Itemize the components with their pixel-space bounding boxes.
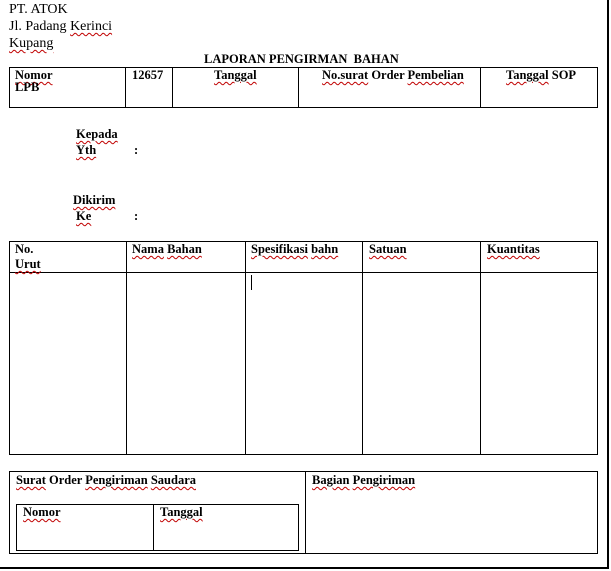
inner-box-right	[298, 504, 299, 551]
yth-label: Yth	[76, 143, 97, 157]
saudara-word: Saudara	[150, 473, 196, 487]
kepada-label: Kepada	[76, 127, 118, 141]
items-col-div1	[126, 241, 127, 455]
header-table-left	[9, 67, 10, 108]
items-col-right	[597, 241, 598, 455]
items-col-div2	[245, 241, 246, 455]
dikirim-label: Dikirim	[73, 193, 116, 207]
surat-order-label	[16, 473, 196, 488]
sop-sop-word: SOP	[548, 68, 577, 82]
inner-box-divider	[153, 504, 154, 551]
footer-divider	[305, 471, 306, 554]
yth-colon: :	[134, 143, 139, 157]
inner-box-bottom	[16, 550, 299, 551]
col-no-label: No.	[15, 242, 34, 256]
footer-right	[597, 471, 598, 554]
header-table-div1	[125, 67, 126, 108]
col-urut-label: Urut	[15, 257, 41, 271]
items-table-bottom	[9, 454, 598, 455]
sop-tanggal-word: Tanggal	[506, 68, 549, 82]
footer-nomor-label: Nomor	[23, 505, 61, 519]
pengiriman2-word: Pengiriman	[352, 473, 416, 487]
footer-tanggal-label: Tanggal	[160, 505, 203, 519]
header-table-right	[597, 67, 598, 108]
bagian-word: Bagian	[312, 473, 350, 487]
document-title: LAPORAN PENGIRMAN BAHAN	[204, 52, 399, 66]
items-header-separator	[9, 272, 598, 273]
surat-word: Surat	[16, 473, 46, 487]
header-table-div4	[480, 67, 481, 108]
company-address-line2: Kupang	[9, 36, 54, 51]
col-kuantitas-label: Kuantitas	[487, 242, 540, 256]
nomor-label: Nomor	[15, 68, 53, 82]
header-table-div2	[172, 67, 173, 108]
inner-box-left	[16, 504, 17, 551]
items-col-left	[9, 241, 10, 455]
bahan-word: Bahan	[167, 242, 202, 256]
bahn-word: bahn	[311, 242, 339, 256]
header-table-div3	[298, 67, 299, 108]
footer-top	[9, 471, 598, 472]
footer-bottom	[9, 553, 598, 554]
order-pembelian-word: Pembelian	[407, 68, 464, 82]
address-prefix: Jl. Padang	[9, 19, 71, 34]
company-address-line1	[9, 19, 112, 35]
spesifikasi-word: Spesifikasi	[251, 242, 308, 256]
bagian-pengiriman-label	[312, 473, 415, 488]
lpb-label: LPB	[15, 80, 40, 94]
pengiriman-word: Pengiriman	[85, 473, 148, 487]
col-spesifikasi-label	[251, 242, 338, 257]
order-pembelian-label	[322, 68, 464, 83]
tanggal-sop-label	[506, 68, 576, 83]
items-col-div3	[362, 241, 363, 455]
ke-colon: :	[134, 209, 139, 223]
items-col-div4	[480, 241, 481, 455]
tanggal-label: Tanggal	[214, 68, 257, 82]
order-nosurat-word: No.surat	[322, 68, 369, 82]
address-kerinci: Kerinci	[70, 19, 113, 34]
company-name: PT. ATOK	[9, 2, 68, 17]
ke-label: Ke	[76, 209, 92, 223]
order-word: Order	[45, 473, 86, 487]
order-order-word: Order	[368, 68, 408, 82]
footer-left	[9, 471, 10, 554]
col-satuan-label: Satuan	[369, 242, 407, 256]
nama-word: Nama	[132, 242, 164, 256]
nomor-value: 12657	[132, 68, 164, 82]
col-nama-label	[132, 242, 202, 257]
header-table-bottom	[9, 107, 598, 108]
text-cursor	[251, 275, 252, 290]
